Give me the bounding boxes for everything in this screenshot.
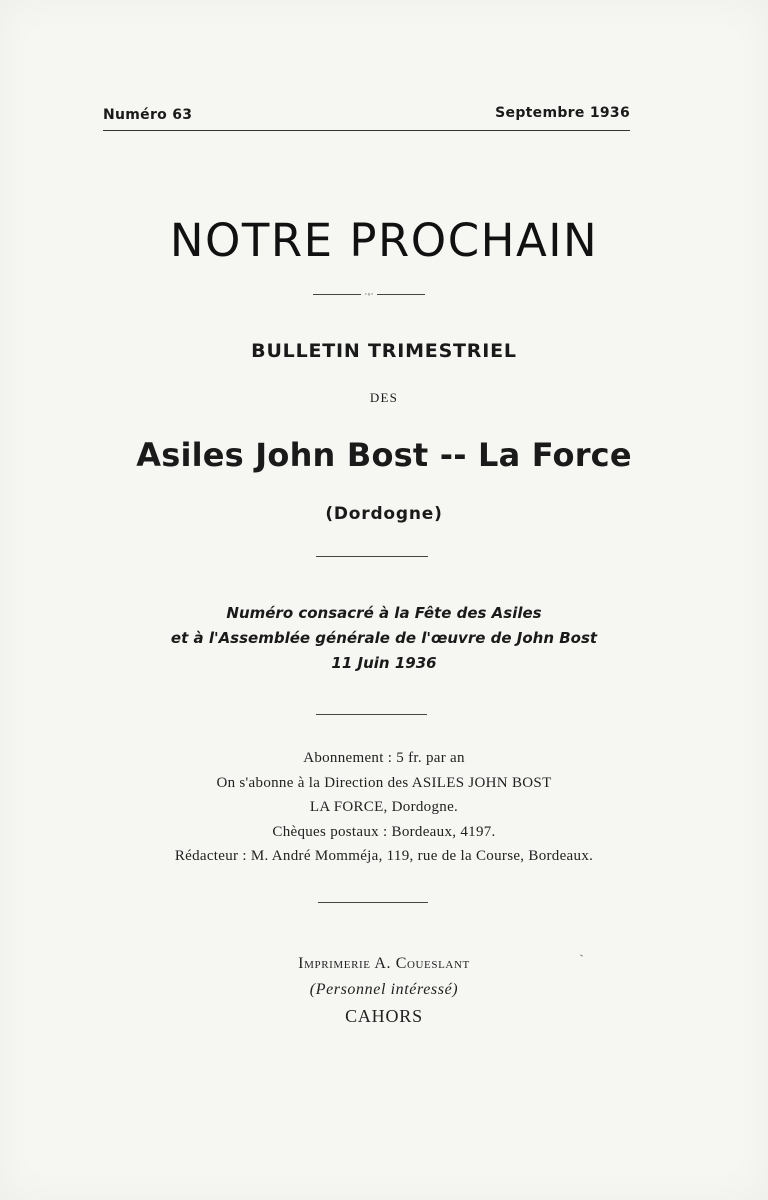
dedication-date: 11 Juin 1936: [331, 654, 437, 672]
header-row: [103, 104, 630, 128]
dedication-line: et à l'Assemblée générale de l'œuvre de John Bost: [170, 629, 598, 647]
printer-city: CAHORS: [345, 1006, 423, 1026]
imprint-block: [0, 951, 768, 1029]
section-divider: [318, 902, 428, 903]
section-divider: [316, 556, 428, 557]
dedication-block: [0, 601, 768, 676]
subscription-address: On s'abonne à la Direction des ASILES JOHN BOST: [216, 774, 552, 791]
section-divider: [316, 714, 427, 715]
ornament-divider: [313, 289, 425, 299]
des-label: DES: [369, 390, 399, 405]
printer-note: (Personnel intéressé): [309, 981, 459, 998]
organization-name: Asiles John Bost -- La Force: [136, 436, 632, 474]
ornament-glyph-icon: ·◦·: [364, 289, 374, 299]
issue-number: Numéro 63: [103, 107, 193, 123]
header-divider: [103, 130, 630, 131]
printer-name: Imprimerie A. Coueslant: [298, 955, 470, 972]
issue-date: Septembre 1936: [495, 105, 630, 121]
subscription-price: Abonnement : 5 fr. par an: [303, 750, 465, 766]
bulletin-subtitle: BULLETIN TRIMESTRIEL: [251, 340, 517, 362]
region-label: (Dordogne): [325, 504, 443, 524]
subscription-block: [0, 746, 768, 869]
postal-cheques: Chèques postaux : Bordeaux, 4197.: [272, 823, 496, 840]
editor-line: Rédacteur : M. André Momméja, 119, rue de la Course, Bordeaux.: [174, 848, 594, 864]
dedication-line: Numéro consacré à la Fête des Asiles: [226, 604, 542, 622]
publication-title: NOTRE PROCHAIN: [169, 214, 599, 267]
subscription-location: LA FORCE, Dordogne.: [309, 799, 459, 815]
